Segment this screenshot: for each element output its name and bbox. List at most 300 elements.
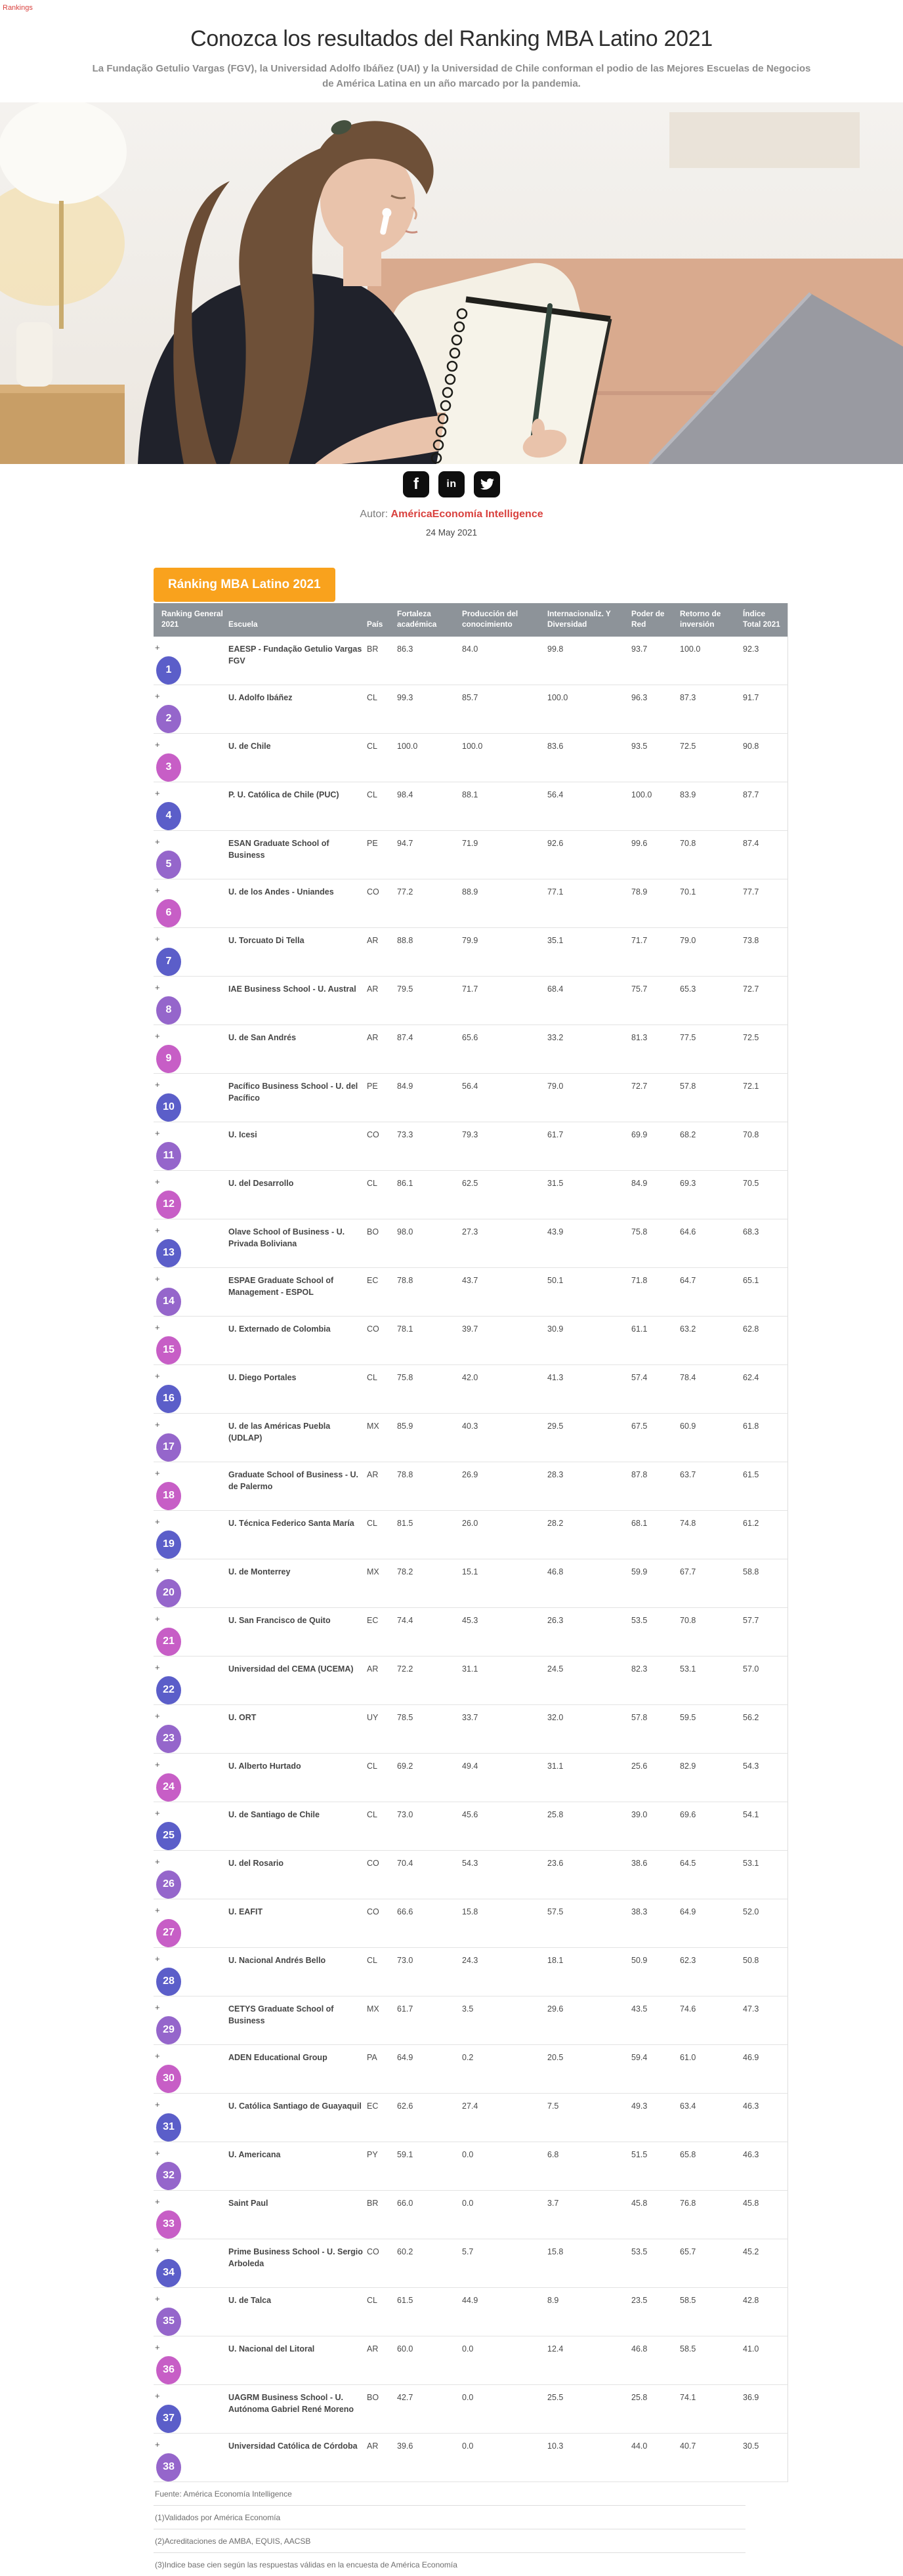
- score-cell: 32.0: [547, 1712, 564, 1722]
- country-code: CO: [367, 2247, 379, 2256]
- score-cell: 87.7: [743, 790, 759, 799]
- table-row: [154, 927, 788, 976]
- score-cell: 24.3: [462, 1955, 478, 1965]
- rank-badge: 33: [156, 2210, 181, 2239]
- rank-cell: [154, 976, 227, 1024]
- expand-row-button[interactable]: +: [155, 1176, 160, 1187]
- table-row: [154, 1996, 788, 2044]
- column-header: Internacionaliz. Y Diversidad: [546, 603, 630, 637]
- score-cell: 54.1: [743, 1809, 759, 1819]
- rank-cell: [154, 637, 227, 685]
- column-header: Fortaleza académica: [396, 603, 461, 637]
- table-row: [154, 2142, 788, 2190]
- country-code: BR: [367, 644, 379, 654]
- score-cell: 76.8: [680, 2198, 696, 2208]
- score-cell: 50.8: [743, 1955, 759, 1965]
- score-cell: 31.1: [462, 1664, 478, 1674]
- school-name: CETYS Graduate School of Business: [228, 2004, 334, 2026]
- score-cell: 73.8: [743, 935, 759, 945]
- score-cell: 62.5: [462, 1178, 478, 1188]
- score-cell: 62.8: [743, 1324, 759, 1334]
- score-cell: 74.6: [680, 2004, 696, 2014]
- expand-row-button[interactable]: +: [155, 1807, 160, 1818]
- score-cell: 60.0: [397, 2344, 413, 2354]
- score-cell: 59.5: [680, 1712, 696, 1722]
- school-name: U. San Francisco de Quito: [228, 1615, 331, 1625]
- score-cell: 99.8: [547, 644, 564, 654]
- rank-cell: [154, 1656, 227, 1704]
- school-name: ESAN Graduate School of Business: [228, 838, 329, 860]
- score-cell: 65.6: [462, 1032, 478, 1042]
- score-cell: 45.6: [462, 1809, 478, 1819]
- score-cell: 79.3: [462, 1130, 478, 1139]
- expand-row-button[interactable]: +: [155, 2002, 160, 2012]
- score-cell: 72.7: [743, 984, 759, 994]
- expand-row-button[interactable]: +: [155, 1370, 160, 1381]
- score-cell: 12.4: [547, 2344, 564, 2354]
- expand-row-button[interactable]: +: [155, 2099, 160, 2109]
- score-cell: 72.5: [680, 741, 696, 751]
- score-cell: 45.8: [631, 2198, 648, 2208]
- rank-cell: [154, 1364, 227, 1413]
- column-header: Producción del conocimiento: [461, 603, 546, 637]
- score-cell: 45.2: [743, 2247, 759, 2256]
- score-cell: 53.5: [631, 2247, 648, 2256]
- score-cell: 70.8: [680, 1615, 696, 1625]
- score-cell: 69.6: [680, 1809, 696, 1819]
- school-name: Graduate School of Business - U. de Palermo: [228, 1469, 358, 1492]
- school-name: ADEN Educational Group: [228, 2052, 327, 2062]
- score-cell: 57.8: [631, 1712, 648, 1722]
- score-cell: 82.3: [631, 1664, 648, 1674]
- table-row: [154, 2093, 788, 2142]
- country-code: BO: [367, 1227, 379, 1236]
- rankings-link[interactable]: Rankings: [3, 4, 33, 12]
- table-row: [154, 1753, 788, 1802]
- expand-row-button[interactable]: +: [155, 739, 160, 750]
- expand-row-button[interactable]: +: [155, 1128, 160, 1138]
- expand-row-button[interactable]: +: [155, 2390, 160, 2401]
- rank-cell: [154, 1947, 227, 1996]
- school-name: U. ORT: [228, 1712, 257, 1722]
- score-cell: 59.4: [631, 2052, 648, 2062]
- score-cell: 24.5: [547, 1664, 564, 1674]
- score-cell: 61.0: [680, 2052, 696, 2062]
- score-cell: 99.3: [397, 692, 413, 702]
- score-cell: 88.1: [462, 790, 478, 799]
- score-cell: 42.7: [397, 2392, 413, 2402]
- score-cell: 53.1: [680, 1664, 696, 1674]
- score-cell: 60.9: [680, 1421, 696, 1431]
- expand-row-button[interactable]: +: [155, 2342, 160, 2352]
- score-cell: 41.0: [743, 2344, 759, 2354]
- country-code: CO: [367, 887, 379, 897]
- country-code: CL: [367, 790, 377, 799]
- school-name: U. Torcuato Di Tella: [228, 935, 304, 945]
- table-row: [154, 2190, 788, 2239]
- score-cell: 64.9: [680, 1907, 696, 1916]
- country-code: AR: [367, 2344, 379, 2354]
- score-cell: 88.9: [462, 887, 478, 897]
- table-row: [154, 2239, 788, 2287]
- expand-row-button[interactable]: +: [155, 1856, 160, 1867]
- score-cell: 93.5: [631, 741, 648, 751]
- score-cell: 75.7: [631, 984, 648, 994]
- school-name: Pacífico Business School - U. del Pacífico: [228, 1081, 358, 1103]
- rank-badge: 15: [156, 1336, 181, 1364]
- country-code: MX: [367, 1567, 379, 1576]
- score-cell: 26.3: [547, 1615, 564, 1625]
- score-cell: 56.4: [462, 1081, 478, 1091]
- footnote: (3)Indice base cien según las respuestas válidas en la encuesta de América Economía: [155, 2560, 457, 2569]
- score-cell: 46.8: [547, 1567, 564, 1576]
- rank-cell: [154, 1170, 227, 1219]
- score-cell: 81.3: [631, 1032, 648, 1042]
- expand-row-button[interactable]: +: [155, 1030, 160, 1041]
- table-row: [154, 2044, 788, 2093]
- expand-row-button[interactable]: +: [155, 1759, 160, 1769]
- rank-badge: 12: [156, 1191, 181, 1219]
- expand-row-button[interactable]: +: [155, 2050, 160, 2061]
- author-link[interactable]: AméricaEconomía Intelligence: [390, 508, 543, 520]
- score-cell: 72.2: [397, 1664, 413, 1674]
- country-code: PE: [367, 1081, 378, 1091]
- rank-cell: [154, 1559, 227, 1607]
- score-cell: 23.5: [631, 2295, 648, 2305]
- score-cell: 23.6: [547, 1858, 564, 1868]
- expand-row-button[interactable]: +: [155, 788, 160, 798]
- country-code: AR: [367, 2441, 379, 2451]
- table-row: [154, 2433, 788, 2481]
- rank-badge: 37: [156, 2405, 181, 2433]
- score-cell: 35.1: [547, 935, 564, 945]
- score-cell: 72.5: [743, 1032, 759, 1042]
- score-cell: 98.0: [397, 1227, 413, 1236]
- rank-badge: 1: [156, 656, 181, 685]
- rank-cell: [154, 2384, 227, 2433]
- table-row: [154, 1656, 788, 1704]
- score-cell: 79.9: [462, 935, 478, 945]
- score-cell: 82.9: [680, 1761, 696, 1771]
- score-cell: 73.0: [397, 1809, 413, 1819]
- score-cell: 77.7: [743, 887, 759, 897]
- table-row: [154, 1559, 788, 1607]
- column-header: País: [366, 603, 396, 637]
- score-cell: 50.9: [631, 1955, 648, 1965]
- expand-row-button[interactable]: +: [155, 885, 160, 895]
- score-cell: 67.5: [631, 1421, 648, 1431]
- score-cell: 62.3: [680, 1955, 696, 1965]
- score-cell: 5.7: [462, 2247, 474, 2256]
- score-cell: 73.3: [397, 1130, 413, 1139]
- rank-badge: 5: [156, 851, 181, 879]
- table-row: [154, 1316, 788, 1364]
- score-cell: 100.0: [547, 692, 568, 702]
- rank-cell: [154, 2287, 227, 2336]
- score-cell: 61.1: [631, 1324, 648, 1334]
- school-name: U. de Chile: [228, 741, 271, 751]
- rank-cell: [154, 1802, 227, 1850]
- table-row: [154, 1122, 788, 1170]
- score-cell: 53.5: [631, 1615, 648, 1625]
- rank-cell: [154, 2336, 227, 2384]
- score-cell: 100.0: [462, 741, 483, 751]
- rank-badge: 3: [156, 753, 181, 782]
- score-cell: 77.1: [547, 887, 564, 897]
- table-row: [154, 1267, 788, 1316]
- expand-row-button[interactable]: +: [155, 1419, 160, 1429]
- score-cell: 79.0: [680, 935, 696, 945]
- expand-row-button[interactable]: +: [155, 2439, 160, 2449]
- score-cell: 57.4: [631, 1372, 648, 1382]
- score-cell: 79.0: [547, 1081, 564, 1091]
- score-cell: 87.8: [631, 1469, 648, 1479]
- expand-row-button[interactable]: +: [155, 2293, 160, 2304]
- country-code: EC: [367, 1615, 379, 1625]
- rank-badge: 6: [156, 899, 181, 927]
- rank-cell: [154, 1073, 227, 1122]
- table-row: [154, 1364, 788, 1413]
- expand-row-button[interactable]: +: [155, 1710, 160, 1721]
- score-cell: 92.3: [743, 644, 759, 654]
- score-cell: 64.5: [680, 1858, 696, 1868]
- score-cell: 61.2: [743, 1518, 759, 1528]
- table-row: [154, 1510, 788, 1559]
- table-row: [154, 1607, 788, 1656]
- school-name: U. del Desarrollo: [228, 1178, 294, 1188]
- rank-badge: 9: [156, 1045, 181, 1073]
- expand-row-button[interactable]: +: [155, 933, 160, 944]
- score-cell: 71.9: [462, 838, 478, 848]
- score-cell: 74.4: [397, 1615, 413, 1625]
- expand-row-button[interactable]: +: [155, 1613, 160, 1624]
- expand-row-button[interactable]: +: [155, 1565, 160, 1575]
- score-cell: 93.7: [631, 644, 648, 654]
- score-cell: 46.8: [631, 2344, 648, 2354]
- score-cell: 0.0: [462, 2198, 474, 2208]
- expand-row-button[interactable]: +: [155, 1662, 160, 1672]
- country-code: MX: [367, 2004, 379, 2014]
- footnote: (1)Validados por América Economía: [154, 2506, 746, 2529]
- score-cell: 31.1: [547, 1761, 564, 1771]
- score-cell: 10.3: [547, 2441, 564, 2451]
- score-cell: 78.9: [631, 887, 648, 897]
- score-cell: 77.2: [397, 887, 413, 897]
- score-cell: 78.2: [397, 1567, 413, 1576]
- page-title: Conozca los resultados del Ranking MBA Latino 2021: [190, 26, 713, 51]
- rank-cell: [154, 1753, 227, 1802]
- rank-cell: [154, 2190, 227, 2239]
- score-cell: 28.2: [547, 1518, 564, 1528]
- school-name: U. Nacional del Litoral: [228, 2344, 315, 2354]
- score-cell: 71.8: [631, 1275, 648, 1285]
- rank-cell: [154, 927, 227, 976]
- score-cell: 85.7: [462, 692, 478, 702]
- school-name: U. de las Américas Puebla (UDLAP): [228, 1421, 331, 1443]
- country-code: BR: [367, 2198, 379, 2208]
- country-code: CO: [367, 1907, 379, 1916]
- expand-row-button[interactable]: +: [155, 1953, 160, 1964]
- rank-badge: 16: [156, 1385, 181, 1413]
- country-code: CL: [367, 741, 377, 751]
- rank-badge: 28: [156, 1968, 181, 1996]
- country-code: PY: [367, 2149, 378, 2159]
- rank-badge: 8: [156, 996, 181, 1024]
- score-cell: 65.8: [680, 2149, 696, 2159]
- table-row: [154, 1413, 788, 1462]
- score-cell: 6.8: [547, 2149, 559, 2159]
- school-name: U. del Rosario: [228, 1858, 284, 1868]
- expand-row-button[interactable]: +: [155, 2196, 160, 2206]
- score-cell: 59.1: [397, 2149, 413, 2159]
- score-cell: 69.9: [631, 1130, 648, 1139]
- table-row: [154, 1802, 788, 1850]
- score-cell: 15.1: [462, 1567, 478, 1576]
- score-cell: 0.0: [462, 2441, 474, 2451]
- score-cell: 43.5: [631, 2004, 648, 2014]
- score-cell: 43.7: [462, 1275, 478, 1285]
- table-header-row: [154, 603, 788, 637]
- score-cell: 41.3: [547, 1372, 564, 1382]
- score-cell: 52.0: [743, 1907, 759, 1916]
- score-cell: 87.3: [680, 692, 696, 702]
- country-code: CL: [367, 1955, 377, 1965]
- score-cell: 65.7: [680, 2247, 696, 2256]
- rank-cell: [154, 2093, 227, 2142]
- expand-row-button[interactable]: +: [155, 2147, 160, 2158]
- score-cell: 27.3: [462, 1227, 478, 1236]
- rank-badge: 22: [156, 1676, 181, 1704]
- score-cell: 83.9: [680, 790, 696, 799]
- expand-row-button[interactable]: +: [155, 2245, 160, 2255]
- rank-badge: 27: [156, 1919, 181, 1947]
- score-cell: 59.9: [631, 1567, 648, 1576]
- score-cell: 70.8: [680, 838, 696, 848]
- score-cell: 25.6: [631, 1761, 648, 1771]
- score-cell: 25.8: [631, 2392, 648, 2402]
- expand-row-button[interactable]: +: [155, 1079, 160, 1089]
- school-name: U. Icesi: [228, 1130, 257, 1139]
- score-cell: 49.4: [462, 1761, 478, 1771]
- school-name: Prime Business School - U. Sergio Arboleda: [228, 2247, 363, 2269]
- score-cell: 78.8: [397, 1469, 413, 1479]
- twitter-share-button[interactable]: [474, 471, 500, 497]
- country-code: CL: [367, 1372, 377, 1382]
- expand-row-button[interactable]: +: [155, 1905, 160, 1915]
- rank-cell: [154, 1219, 227, 1267]
- score-cell: 78.5: [397, 1712, 413, 1722]
- linkedin-share-button[interactable]: [438, 471, 465, 497]
- table-row: [154, 1899, 788, 1947]
- score-cell: 68.1: [631, 1518, 648, 1528]
- hero-image: [0, 102, 903, 464]
- school-name: U. de San Andrés: [228, 1032, 297, 1042]
- rank-badge: 7: [156, 948, 181, 976]
- score-cell: 100.0: [397, 741, 418, 751]
- table-row: [154, 976, 788, 1024]
- expand-row-button[interactable]: +: [155, 1225, 160, 1235]
- score-cell: 81.5: [397, 1518, 413, 1528]
- ranking-title-badge: Ránking MBA Latino 2021: [154, 568, 335, 602]
- table-row: [154, 1024, 788, 1073]
- rank-cell: [154, 1122, 227, 1170]
- score-cell: 28.3: [547, 1469, 564, 1479]
- expand-row-button[interactable]: +: [155, 982, 160, 992]
- score-cell: 30.5: [743, 2441, 759, 2451]
- score-cell: 30.9: [547, 1324, 564, 1334]
- school-name: P. U. Católica de Chile (PUC): [228, 790, 339, 799]
- expand-row-button[interactable]: +: [155, 836, 160, 847]
- score-cell: 20.5: [547, 2052, 564, 2062]
- score-cell: 87.4: [743, 838, 759, 848]
- score-cell: 69.3: [680, 1178, 696, 1188]
- rank-badge: 32: [156, 2162, 181, 2190]
- score-cell: 56.2: [743, 1712, 759, 1722]
- expand-row-button[interactable]: +: [155, 1322, 160, 1332]
- score-cell: 78.8: [397, 1275, 413, 1285]
- score-cell: 7.5: [547, 2101, 559, 2111]
- score-cell: 57.8: [680, 1081, 696, 1091]
- expand-row-button[interactable]: +: [155, 1273, 160, 1284]
- rank-cell: [154, 1850, 227, 1899]
- author-label: Autor:: [360, 508, 388, 520]
- score-cell: 3.5: [462, 2004, 474, 2014]
- school-name: U. de Talca: [228, 2295, 272, 2305]
- school-name: U. Alberto Hurtado: [228, 1761, 301, 1771]
- score-cell: 33.2: [547, 1032, 564, 1042]
- facebook-icon: f: [413, 475, 419, 493]
- score-cell: 96.3: [631, 692, 648, 702]
- score-cell: 0.2: [462, 2052, 474, 2062]
- rank-badge: 14: [156, 1288, 181, 1316]
- score-cell: 44.9: [462, 2295, 478, 2305]
- expand-row-button[interactable]: +: [155, 1467, 160, 1478]
- score-cell: 87.4: [397, 1032, 413, 1042]
- expand-row-button[interactable]: +: [155, 1516, 160, 1527]
- score-cell: 47.3: [743, 2004, 759, 2014]
- score-cell: 57.0: [743, 1664, 759, 1674]
- score-cell: 84.0: [462, 644, 478, 654]
- expand-row-button[interactable]: +: [155, 642, 160, 652]
- rank-cell: [154, 1316, 227, 1364]
- score-cell: 27.4: [462, 2101, 478, 2111]
- table-row: [154, 2287, 788, 2336]
- table-row: [154, 637, 788, 685]
- score-cell: 63.7: [680, 1469, 696, 1479]
- score-cell: 74.1: [680, 2392, 696, 2402]
- score-cell: 31.5: [547, 1178, 564, 1188]
- country-code: CO: [367, 1858, 379, 1868]
- score-cell: 51.5: [631, 2149, 648, 2159]
- facebook-share-button[interactable]: [403, 471, 429, 497]
- school-name: U. de Monterrey: [228, 1567, 291, 1576]
- column-header: Retorno de inversión: [679, 603, 742, 637]
- rank-cell: [154, 2142, 227, 2190]
- country-code: CL: [367, 1178, 377, 1188]
- rank-cell: [154, 1267, 227, 1316]
- score-cell: 77.5: [680, 1032, 696, 1042]
- table-row: [154, 1462, 788, 1510]
- rank-cell: [154, 1462, 227, 1510]
- score-cell: 68.2: [680, 1130, 696, 1139]
- country-code: CL: [367, 692, 377, 702]
- rank-badge: 13: [156, 1239, 181, 1267]
- expand-row-button[interactable]: +: [155, 690, 160, 701]
- rank-cell: [154, 1996, 227, 2044]
- rank-badge: 11: [156, 1142, 181, 1170]
- rank-cell: [154, 1607, 227, 1656]
- score-cell: 38.6: [631, 1858, 648, 1868]
